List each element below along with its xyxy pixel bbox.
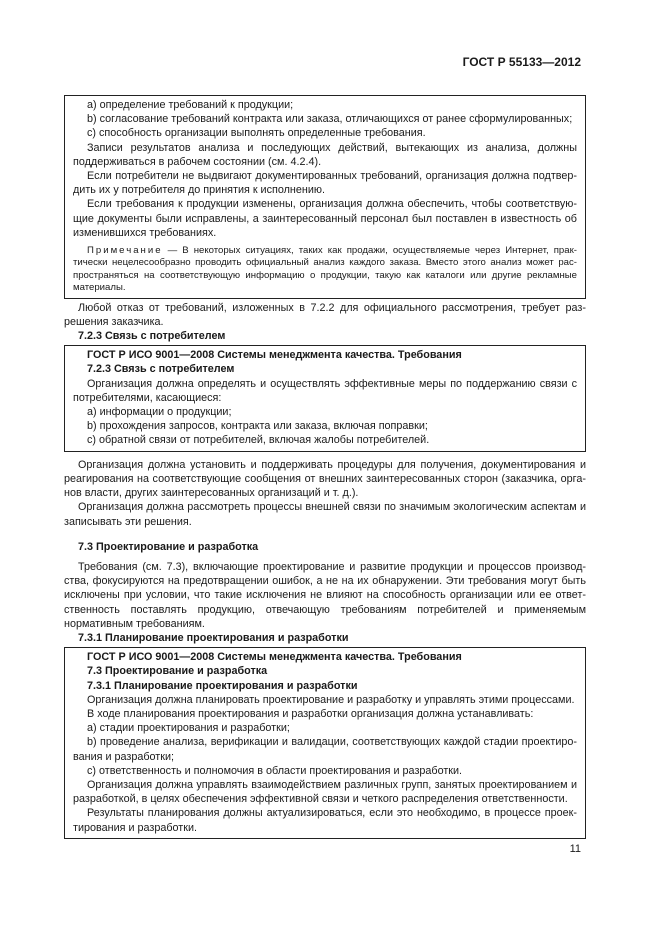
clause-title: 7.3 Проектирование и разработка	[87, 665, 268, 678]
paragraph: Организация должна планировать проектирование и разработку и управлять этими процессами.	[87, 693, 575, 706]
standard-quote-box-3	[64, 647, 586, 839]
standard-title: ГОСТ Р ИСО 9001—2008 Системы менеджмента качества. Требования	[87, 349, 462, 362]
paragraph: Результаты планирования должны актуализироваться, если это необходимо, в процессе проектирования и разработки.	[73, 807, 577, 834]
note-label: Примечание	[87, 245, 163, 257]
note-text: — В некоторых ситуациях, таких как продажи, осуществляемые через Интернет, практически нецелесообразно проводить официальный анализ каждого заказа. Вместо этого анализ может распространяться на соответствующую информацию о продукции, такую как каталоги или другие рекламные материалы.	[73, 245, 577, 294]
note-paragraph	[73, 245, 577, 295]
section-heading: 7.2.3 Связь с потребителем	[78, 330, 226, 343]
paragraph: Требования (см. 7.3), включающие проектирование и развитие продукции и процессов производства, фокусируются на предотвращении ошибок, а не на их обнаружении. Эти требования могут быть исключены при условии, что такие исключения не влияют на способность организации или ее ответственность поставлять продукцию, отвечающую требованиям потребителей и применяемым нормативным требованиям.	[64, 560, 586, 630]
paragraph: Если потребители не выдвигают документированных требований, организация должна подтвердить их у потребителя до принятия к исполнению.	[73, 170, 577, 197]
clause-title: 7.2.3 Связь с потребителем	[87, 363, 235, 376]
list-item: b) проведение анализа, верификации и валидации, соответствующих каждой стадии проектирования и разработки;	[73, 736, 577, 763]
list-item: с) ответственность и полномочия в области проектирования и разработки.	[87, 764, 463, 777]
list-item: b) прохождения запросов, контракта или заказа, включая поправки;	[87, 420, 428, 433]
paragraph: Записи результатов анализа и последующих действий, вытекающих из анализа, должны поддерживаться в рабочем состоянии (см. 4.2.4).	[73, 141, 577, 168]
standard-quote-box-2	[64, 345, 586, 451]
paragraph: Если требования к продукции изменены, организация должна обеспечить, чтобы соответствующие документы были исправлены, а заинтересованный персонал был поставлен в известность об изменившихся требованиях.	[73, 198, 577, 239]
list-item: с) способность организации выполнять определенные требования.	[87, 127, 426, 140]
paragraph: Любой отказ от требований, изложенных в 7.2.2 для официального рассмотрения, требует разрешения заказчика.	[64, 301, 586, 328]
page-number: 11	[569, 843, 581, 855]
paragraph: В ходе планирования проектирования и разработки организация должна устанавливать:	[87, 707, 534, 720]
section-heading: 7.3.1 Планирование проектирования и разработки	[78, 631, 349, 644]
list-item: а) информации о продукции;	[87, 406, 232, 419]
page-content	[64, 95, 586, 839]
list-item: а) стадии проектирования и разработки;	[87, 722, 290, 735]
list-item: b) согласование требований контракта или заказа, отличающихся от ранее сформулированных;	[87, 113, 573, 126]
clause-title: 7.3.1 Планирование проектирования и разработки	[87, 679, 358, 692]
paragraph: Организация должна управлять взаимодействием различных групп, занятых проектированием и разработкой, в целях обеспечения эффективной связи и четкого распределения ответственности.	[73, 778, 577, 806]
list-item: с) обратной связи от потребителей, включая жалобы потребителей.	[87, 434, 430, 447]
list-item: а) определение требований к продукции;	[87, 99, 294, 111]
paragraph: Организация должна рассмотреть процессы внешней связи по значимым экологическим аспектам и записывать эти решения.	[64, 501, 586, 528]
section-heading: 7.3 Проектирование и разработка	[78, 540, 259, 553]
document-id-header: ГОСТ Р 55133—2012	[462, 55, 581, 69]
standard-title: ГОСТ Р ИСО 9001—2008 Системы менеджмента качества. Требования	[87, 651, 462, 664]
paragraph: Организация должна установить и поддерживать процедуры для получения, документирования и реагирования на соответствующие сообщения от внешних заинтересованных сторон (заказчика, органов власти, других заинтересованных организаций и т. д.).	[64, 458, 586, 500]
paragraph: Организация должна определять и осуществлять эффективные меры по поддержанию связи с потребителями, касающиеся:	[73, 377, 577, 404]
standard-quote-box-1	[64, 95, 586, 299]
